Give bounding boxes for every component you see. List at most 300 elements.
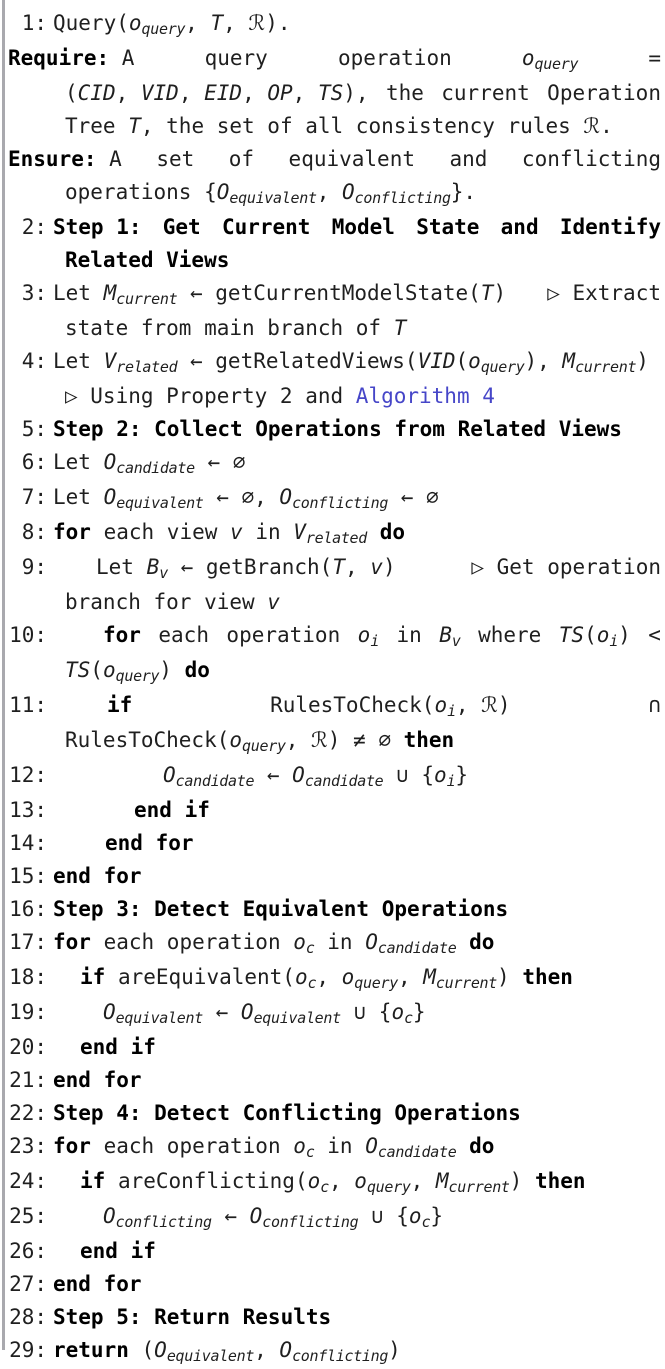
text-segment: o [293, 930, 306, 954]
text-segment: < [648, 623, 661, 647]
text-chunk [53, 1068, 142, 1092]
text-segment: Step 5: Return Results [53, 1305, 332, 1329]
text-segment: Let [96, 555, 147, 579]
text-segment: V [293, 520, 306, 544]
text-segment: O [103, 450, 117, 474]
text-chunk [53, 864, 142, 888]
text-segment: query [242, 737, 286, 755]
text-segment: o [596, 623, 610, 647]
text-segment: CID [77, 81, 116, 105]
line-number: 23: [9, 1134, 47, 1158]
line-content [65, 586, 661, 619]
text-segment: equivalent [116, 494, 204, 512]
text-segment: VID [140, 81, 179, 105]
text-segment: , [345, 555, 371, 579]
text-segment: o [307, 1169, 321, 1193]
text-segment: , [328, 1169, 355, 1193]
text-chunk [522, 143, 661, 176]
line-number: 29: [9, 1338, 47, 1362]
line-content [53, 926, 661, 961]
line-number: 21: [9, 1068, 47, 1092]
text-chunk [559, 619, 631, 654]
text-segment: M [562, 349, 576, 373]
text-segment: ) [159, 658, 185, 682]
text-segment: = [648, 46, 661, 70]
line-content [53, 481, 661, 516]
text-segment: o [229, 728, 243, 752]
text-segment: RulesToCheck( [270, 693, 435, 717]
text-segment: TS [65, 658, 91, 682]
text-segment: conflicting [354, 189, 451, 207]
line-number: 9: [21, 555, 47, 579]
text-segment: , [115, 81, 141, 105]
text-segment: related [305, 529, 368, 547]
text-segment: v [267, 590, 280, 614]
text-segment: , [254, 1338, 280, 1362]
algorithm-listing [0, 7, 661, 1369]
text-chunk [648, 689, 661, 722]
algorithm-line [0, 1130, 661, 1165]
text-chunk [386, 77, 424, 110]
line-content [53, 1301, 661, 1334]
text-segment: ) [497, 965, 523, 989]
text-segment: Let [53, 485, 104, 509]
text-segment: ( [128, 1338, 155, 1362]
text-segment: O [103, 1000, 116, 1024]
text-chunk [8, 143, 122, 176]
text-segment: , [178, 81, 205, 105]
text-segment: O [365, 1134, 378, 1158]
line-content [53, 1334, 661, 1369]
text-segment: for [53, 520, 91, 544]
algorithm-line [0, 689, 661, 724]
text-segment: o [128, 11, 142, 35]
text-segment: O [279, 485, 293, 509]
algorithm-line [0, 7, 661, 42]
text-segment: Related Views [65, 248, 230, 272]
text-chunk [53, 1272, 142, 1296]
line-content [53, 860, 661, 893]
text-chunk [80, 965, 573, 992]
text-segment: o [521, 46, 535, 70]
text-segment: ( [90, 658, 103, 682]
text-segment: do [184, 658, 210, 682]
line-content [134, 794, 661, 827]
text-segment: , [455, 693, 482, 717]
text-segment: then [534, 1169, 586, 1193]
line-number: 10: [9, 623, 47, 647]
algorithm-line [0, 1097, 661, 1130]
text-chunk [80, 1239, 156, 1263]
text-segment: v [451, 632, 461, 650]
line-content [107, 689, 661, 724]
algorithm-line [0, 551, 661, 586]
text-segment: candidate [116, 459, 195, 477]
text-segment: B [146, 555, 160, 579]
text-segment: c [305, 939, 315, 957]
text-segment: query [204, 46, 268, 70]
algorithm-line [0, 1334, 661, 1369]
text-segment: i [446, 772, 456, 790]
line-content [53, 1064, 661, 1097]
text-segment: ← ∅, [203, 485, 280, 509]
text-chunk [53, 450, 246, 477]
line-content [8, 143, 661, 176]
text-segment: Ensure: [8, 147, 97, 171]
algorithm-line [0, 413, 661, 446]
text-segment: ) [618, 623, 631, 647]
text-chunk [270, 689, 510, 724]
text-chunk [53, 1338, 401, 1365]
text-segment: ▷ Get operation [471, 555, 661, 579]
line-content [103, 996, 661, 1031]
line-number: 4: [21, 349, 47, 373]
line-content [65, 176, 661, 211]
text-segment: ) [509, 1169, 535, 1193]
text-segment: ∪ { [358, 1204, 409, 1228]
text-segment: T [210, 11, 224, 35]
text-chunk [96, 551, 396, 586]
text-chunk [158, 619, 209, 652]
line-content [80, 1235, 661, 1268]
line-number: 5: [21, 417, 47, 441]
algorithm-line [0, 345, 661, 380]
text-segment: , [410, 1169, 436, 1193]
algorithm-line-continuation [0, 586, 661, 619]
algorithm-line-continuation [0, 176, 661, 211]
text-chunk [156, 143, 194, 176]
text-segment [456, 930, 469, 954]
line-content [105, 827, 661, 860]
text-segment: ) ≠ ∅ [327, 728, 404, 752]
text-segment: conflicting [262, 1213, 359, 1231]
text-segment: end for [105, 831, 194, 855]
text-segment: O [154, 1338, 167, 1362]
text-segment: , [285, 728, 311, 752]
line-content [8, 42, 661, 77]
text-segment: Get [162, 215, 201, 239]
text-segment: o [433, 763, 447, 787]
line-number: 22: [9, 1101, 47, 1125]
text-chunk [222, 211, 311, 244]
line-number: 17: [9, 930, 47, 954]
text-segment [456, 1134, 469, 1158]
algorithm-line [0, 619, 661, 654]
algorithm-line [0, 1301, 661, 1334]
script-R-symbol: ℛ [481, 693, 498, 717]
algorithm-line [0, 961, 661, 996]
text-segment: ← getRelatedViews( [177, 349, 418, 373]
text-segment: if [107, 693, 133, 717]
text-chunk [53, 11, 291, 38]
text-segment: operation [226, 623, 341, 647]
algorithm-line [0, 893, 661, 926]
text-segment: current [575, 358, 637, 376]
text-segment: c [307, 974, 317, 992]
text-segment: O [163, 763, 176, 787]
text-segment: c [305, 1143, 315, 1161]
line-content [103, 619, 661, 654]
text-segment: each operation [90, 1134, 294, 1158]
text-segment: , the set of all consistency rules [140, 114, 584, 138]
line-number: 6: [21, 450, 47, 474]
line-number: 12: [9, 763, 47, 787]
text-segment: ▷ Extract [547, 281, 661, 305]
text-segment: c [404, 1009, 413, 1027]
text-segment: end for [53, 1068, 142, 1092]
text-segment: B [439, 623, 452, 647]
text-segment: T [480, 281, 494, 305]
text-chunk [65, 248, 229, 272]
algorithm-line [0, 996, 661, 1031]
text-segment: if [80, 1169, 106, 1193]
text-segment: o [293, 1134, 306, 1158]
algorithm-line-continuation [0, 654, 661, 689]
text-segment: operations { [65, 180, 217, 204]
algorithm-line [0, 211, 661, 244]
script-R-symbol: ℛ [310, 728, 328, 752]
text-chunk [560, 211, 661, 244]
text-segment: ∪ { [340, 1000, 392, 1024]
text-segment: areConflicting( [105, 1169, 308, 1193]
line-number: 8: [21, 520, 47, 544]
text-chunk [103, 1204, 443, 1231]
algorithm-line [0, 277, 661, 312]
text-chunk [103, 619, 141, 652]
text-segment: equivalent [253, 1009, 341, 1027]
text-chunk [478, 619, 541, 652]
text-segment: and [500, 215, 539, 239]
text-segment: return [53, 1338, 129, 1362]
text-segment: query [141, 20, 186, 38]
algorithm-line [0, 1235, 661, 1268]
text-segment: ) [497, 693, 511, 717]
line-number: 24: [9, 1169, 47, 1193]
text-segment: O [240, 1000, 254, 1024]
algorithm-line-continuation [0, 110, 661, 143]
text-segment: each operation [90, 930, 294, 954]
line-content [53, 516, 661, 551]
text-segment: then [403, 728, 455, 752]
text-segment: O [103, 1204, 116, 1228]
algorithm-line [0, 1200, 661, 1235]
text-segment: Tree [65, 114, 129, 138]
text-segment: ← [211, 1204, 250, 1228]
text-segment: areEquivalent( [105, 965, 295, 989]
algorithm-line-continuation [0, 724, 661, 759]
line-number: 25: [9, 1204, 47, 1228]
text-chunk [53, 485, 439, 512]
text-chunk [65, 316, 406, 340]
text-segment: OP [267, 81, 293, 105]
line-content [53, 1097, 661, 1130]
line-number: 2: [21, 215, 47, 239]
text-segment: ← getBranch( [167, 555, 333, 579]
text-segment: equivalent [229, 189, 317, 207]
algorithm-line [0, 1165, 661, 1200]
text-segment: for [53, 1134, 91, 1158]
text-chunk [65, 728, 455, 755]
line-number: 19: [9, 1000, 47, 1024]
text-segment: in [314, 1134, 366, 1158]
line-content [53, 413, 661, 446]
algorithm-line [0, 794, 661, 827]
text-segment: i [447, 702, 456, 720]
text-segment: O [279, 1338, 293, 1362]
algorithm-line-continuation [0, 244, 661, 277]
text-segment: do [379, 520, 405, 544]
text-segment: where [478, 623, 542, 647]
text-segment: end for [53, 864, 142, 888]
line-content [53, 345, 661, 380]
text-segment: end if [134, 798, 210, 822]
text-segment: ). [265, 11, 291, 35]
algorithm-line [0, 1064, 661, 1097]
text-segment: Step 2: Collect Operations from Related Views [53, 417, 622, 441]
text-segment: . [600, 114, 613, 138]
text-segment: V [103, 349, 117, 373]
text-chunk [53, 277, 506, 312]
text-segment: , [316, 965, 342, 989]
text-chunk [547, 277, 661, 310]
text-chunk [471, 551, 661, 584]
text-segment: VID [417, 349, 456, 373]
text-chunk [229, 143, 254, 176]
text-chunk [226, 619, 340, 652]
line-number: 1: [21, 11, 47, 35]
text-segment: , [292, 81, 318, 105]
text-chunk [416, 211, 479, 244]
text-chunk [53, 211, 142, 244]
text-segment: O [216, 180, 230, 204]
text-segment: in [396, 623, 422, 647]
text-segment: Step 1: [53, 215, 142, 239]
algorithm-line [0, 446, 661, 481]
line-content [53, 1268, 661, 1301]
text-segment: candidate [304, 772, 384, 790]
text-segment: EID [204, 81, 243, 105]
text-chunk [648, 42, 661, 75]
text-chunk [8, 42, 134, 75]
text-segment: query [480, 358, 525, 376]
text-segment: o [408, 1204, 422, 1228]
text-segment: Let [53, 450, 104, 474]
text-segment: ( [584, 623, 597, 647]
text-segment: for [103, 623, 141, 647]
algorithm-line-continuation [0, 312, 661, 345]
algorithm-line [0, 926, 661, 961]
text-segment: o [391, 1000, 405, 1024]
text-segment: T [393, 316, 407, 340]
text-segment: conflicting [292, 494, 389, 512]
text-segment: O [292, 763, 305, 787]
line-number: 26: [9, 1239, 47, 1263]
text-chunk [105, 831, 194, 855]
text-segment: ) [388, 1338, 401, 1362]
text-segment: T [128, 114, 141, 138]
text-segment: query [115, 667, 160, 685]
line-content [53, 893, 661, 926]
text-chunk [338, 42, 452, 75]
text-chunk [501, 211, 539, 244]
line-content [53, 1130, 661, 1165]
text-segment: current [116, 290, 178, 308]
text-chunk [289, 143, 415, 176]
text-chunk [547, 77, 661, 110]
text-segment: State [416, 215, 480, 239]
text-segment: ), [524, 349, 563, 373]
text-chunk [53, 520, 405, 547]
text-segment: i [609, 632, 619, 650]
text-segment: o [294, 965, 308, 989]
text-segment: , [397, 965, 424, 989]
text-chunk [522, 42, 578, 77]
text-segment: ← ∅ [388, 485, 439, 509]
text-segment: for [53, 930, 91, 954]
text-chunk [65, 180, 476, 207]
text-chunk [205, 42, 268, 75]
text-segment: equivalent [288, 147, 415, 171]
text-segment: do [469, 1134, 495, 1158]
text-segment: ( [65, 81, 78, 105]
text-segment: Identify [559, 215, 661, 239]
text-segment: c [421, 1213, 431, 1231]
text-segment: } [412, 1000, 426, 1024]
text-chunk [65, 114, 613, 138]
text-segment: equivalent [115, 1009, 203, 1027]
text-segment: c [320, 1178, 329, 1196]
line-content [80, 961, 661, 996]
text-segment: O [249, 1204, 263, 1228]
text-segment: Let [53, 281, 104, 305]
line-number: 27: [9, 1272, 47, 1296]
text-chunk [53, 930, 495, 957]
text-chunk [53, 897, 508, 921]
line-number: 14: [9, 831, 47, 855]
algorithm-line-continuation [0, 77, 661, 110]
algorithm-line-continuation [0, 42, 661, 77]
line-content [103, 1200, 661, 1235]
algorithm-line [0, 860, 661, 893]
text-segment: Model [331, 215, 395, 239]
line-content [80, 1031, 661, 1064]
text-chunk [449, 143, 487, 176]
line-number: 11: [9, 693, 47, 717]
text-segment: , [316, 180, 342, 204]
text-segment: ∩ [648, 693, 661, 717]
text-chunk [163, 763, 469, 790]
text-segment: , [185, 11, 211, 35]
line-content [53, 446, 661, 481]
text-segment: O [103, 485, 117, 509]
text-segment: current [448, 1178, 510, 1196]
text-chunk [80, 1169, 586, 1196]
text-segment: ) [382, 555, 396, 579]
line-number: 16: [9, 897, 47, 921]
text-chunk [103, 1000, 426, 1027]
text-segment: conflicting [521, 147, 661, 171]
text-segment: TS [558, 623, 585, 647]
algorithm-4-link[interactable]: Algorithm 4 [355, 384, 495, 408]
text-segment: Current [221, 215, 311, 239]
text-chunk [358, 619, 379, 654]
text-segment: M [423, 965, 436, 989]
text-segment: Step 3: Detect Equivalent Operations [53, 897, 509, 921]
algorithm-line-continuation [0, 380, 661, 413]
text-chunk [107, 689, 132, 722]
line-content [96, 551, 661, 586]
line-content [65, 724, 661, 759]
